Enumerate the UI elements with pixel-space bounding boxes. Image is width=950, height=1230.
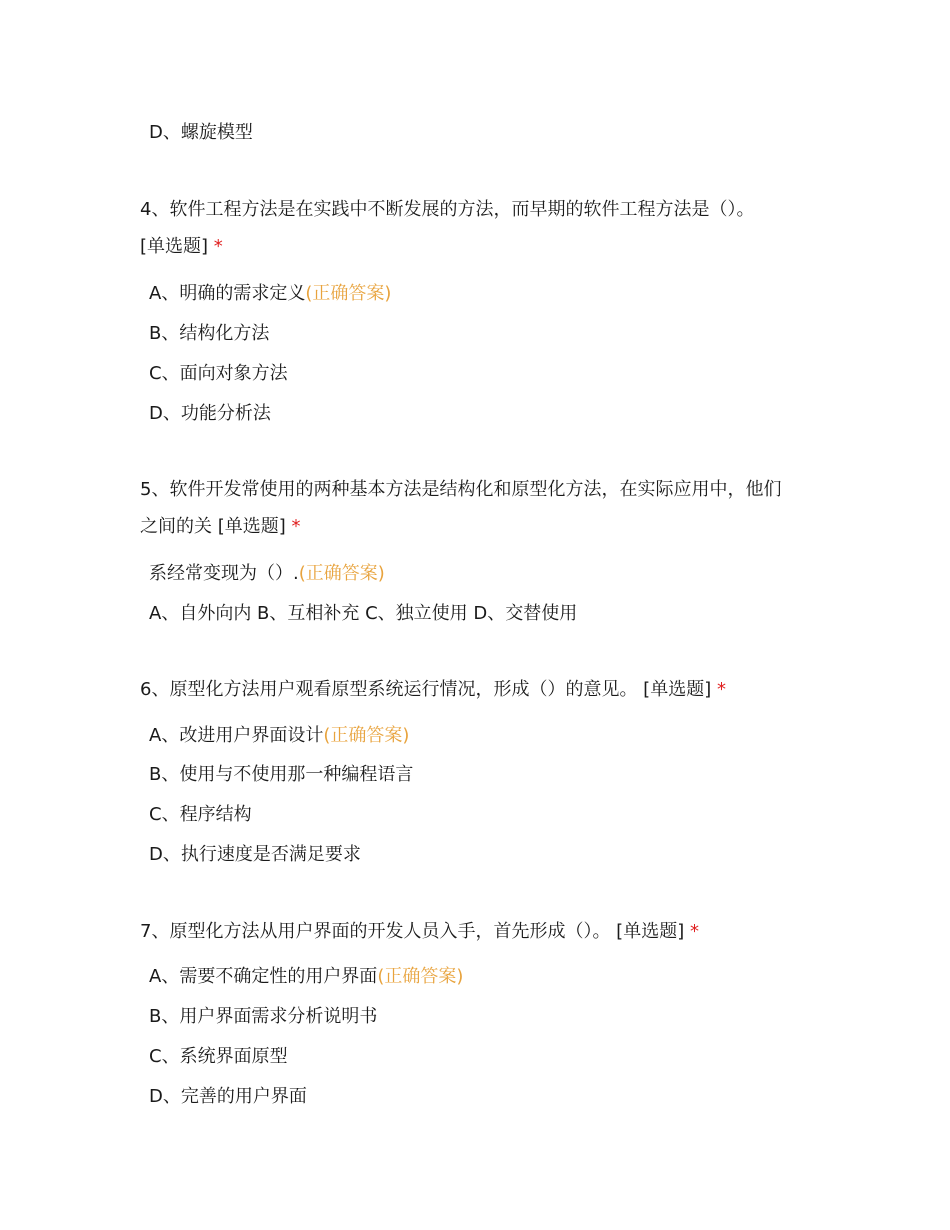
question-6-option-a xyxy=(149,724,409,748)
option-text: A、改进用户界面设计 xyxy=(149,725,324,746)
correct-answer-tag: (正确答案) xyxy=(305,283,392,304)
correct-answer-tag: (正确答案) xyxy=(298,563,385,584)
option-text: D、完善的用户界面 xyxy=(149,1086,307,1107)
question-type-label: 之间的关 [单选题] xyxy=(140,516,286,537)
question-6-option-d xyxy=(149,843,361,867)
question-7-option-c xyxy=(149,1045,288,1069)
question-text: 7、原型化方法从用户界面的开发人员入手，首先形成（）。 [单选题] xyxy=(140,921,685,942)
correct-answer-tag: (正确答案) xyxy=(377,966,464,987)
question-5-continuation xyxy=(149,562,385,586)
question-7-option-a xyxy=(149,965,463,989)
required-star: * xyxy=(213,236,223,257)
question-7-stem xyxy=(140,920,699,944)
question-5-stem xyxy=(140,478,781,502)
question-4-option-d xyxy=(149,402,271,426)
question-5-options-inline xyxy=(149,602,577,626)
question-6-option-b xyxy=(149,763,413,787)
question-text: 系经常变现为（）. xyxy=(149,563,299,584)
question-4-option-b xyxy=(149,322,269,346)
required-star: * xyxy=(716,679,726,700)
option-text: C、程序结构 xyxy=(149,804,252,825)
required-star: * xyxy=(291,516,301,537)
option-text: B、用户界面需求分析说明书 xyxy=(149,1006,378,1027)
option-text: A、需要不确定性的用户界面 xyxy=(149,966,378,987)
option-text: C、面向对象方法 xyxy=(149,363,288,384)
question-6-option-c xyxy=(149,803,252,827)
option-d-spiral-model xyxy=(149,121,253,145)
question-4-option-a xyxy=(149,282,391,306)
question-4-stem xyxy=(140,198,754,222)
option-text: D、执行速度是否满足要求 xyxy=(149,844,361,865)
question-5-type xyxy=(140,515,301,539)
question-7-option-d xyxy=(149,1085,307,1109)
question-6-stem xyxy=(140,678,726,702)
question-4-option-c xyxy=(149,362,288,386)
option-text: A、明确的需求定义 xyxy=(149,283,306,304)
option-text: D、功能分析法 xyxy=(149,403,271,424)
question-text: 4、软件工程方法是在实践中不断发展的方法，而早期的软件工程方法是（）。 xyxy=(140,199,755,220)
question-type-label: [单选题] xyxy=(140,236,209,257)
question-4-type xyxy=(140,235,223,259)
question-7-option-b xyxy=(149,1005,377,1029)
option-text: C、系统界面原型 xyxy=(149,1046,288,1067)
question-text: 6、原型化方法用户观看原型系统运行情况，形成（）的意见。 [单选题] xyxy=(140,679,712,700)
question-text: 5、软件开发常使用的两种基本方法是结构化和原型化方法，在实际应用中，他们 xyxy=(140,479,782,500)
option-text: B、结构化方法 xyxy=(149,323,270,344)
option-text: A、自外向内 B、互相补充 C、独立使用 D、交替使用 xyxy=(149,603,578,624)
required-star: * xyxy=(689,921,699,942)
option-text: D、螺旋模型 xyxy=(149,122,253,143)
correct-answer-tag: (正确答案) xyxy=(323,725,410,746)
option-text: B、使用与不使用那一种编程语言 xyxy=(149,764,414,785)
